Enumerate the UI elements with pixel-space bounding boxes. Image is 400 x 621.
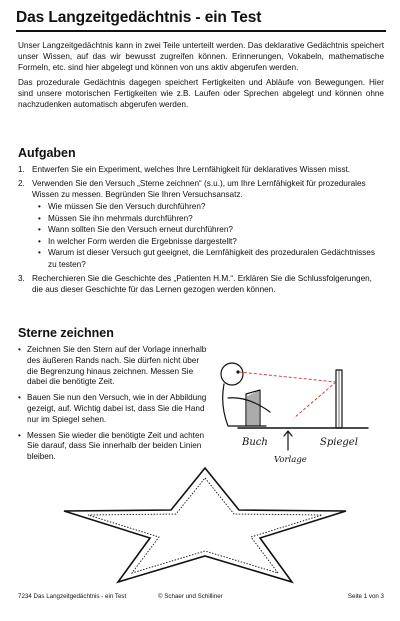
page-title: Das Langzeitgedächtnis - ein Test	[16, 9, 262, 26]
question-item: • Müssen Sie ihn mehrmals durchführen?	[32, 213, 384, 225]
question-item: • Wann sollten Sie den Versuch erneut durchführen?	[32, 224, 384, 236]
sightline-to-mirror	[239, 372, 336, 382]
person-eye	[237, 371, 239, 373]
instruction-item: • Messen Sie wieder die benötigte Zeit und achten Sie darauf, dass Sie innerhalb der beiden Linien bleiben.	[18, 431, 210, 463]
intro-paragraph-2: Das prozedurale Gedächtnis dagegen speichert Fertigkeiten und Abläufe von Bewegungen. Hier sind unsere motorischen Fertigkeiten wie z.B. Laufen oder Sprechen abgelegt und können ohne nachzudenken automatisch abgerufen werden.	[18, 78, 384, 109]
vorlage-arrow	[284, 431, 292, 450]
footer-copyright: © Schaer und Schilliner	[158, 593, 223, 600]
task-text: Verwenden Sie den Versuch „Sterne zeichnen“ (s.u.), um Ihre Lernfähigkeit für prozedurales Wissen zu messen. Begründen Sie Ihren Versuchsansatz.	[32, 179, 366, 199]
task-item-1	[18, 164, 384, 175]
task-number: 3.	[18, 274, 25, 283]
task-number: 1.	[18, 165, 25, 174]
task-list	[18, 164, 384, 298]
question-item: • Warum ist dieser Versuch gut geeignet, die Lernfähigkeit des prozeduralen Gedächtnisses zu testen?	[32, 247, 384, 270]
task-item-2	[18, 178, 384, 270]
instruction-item: • Bauen Sie nun den Versuch, wie in der Abbildung gezeigt, auf. Wichtig dabei ist, dass Sie die Hand nur im Spiegel sehen.	[18, 393, 210, 425]
sightline-to-template	[294, 382, 336, 418]
instruction-item: • Zeichnen Sie den Stern auf der Vorlage innerhalb des äußeren Rands nach. Sie dürfen nicht über die Begrenzung hinaus zeichnen. Messen Sie dabei die benötigte Zeit.	[18, 345, 210, 388]
label-buch: Buch	[242, 437, 268, 448]
person-arm	[228, 398, 270, 412]
footer-page-number: Seite 1 von 3	[347, 593, 384, 600]
star-outer-outline	[64, 468, 346, 582]
task-text: Entwerfen Sie ein Experiment, welches Ihre Lernfähigkeit für deklaratives Wissen misst.	[32, 165, 351, 174]
experiment-illustration	[218, 350, 388, 465]
question-item: • Wie müssen Sie den Versuch durchführen?	[32, 201, 384, 213]
footer-left: 7234 Das Langzeitgedächtnis - ein Test	[18, 593, 127, 600]
instruction-list	[18, 345, 210, 468]
label-vorlage: Vorlage	[274, 455, 307, 465]
label-spiegel: Spiegel	[320, 437, 358, 448]
title-rule	[16, 30, 386, 32]
heading-aufgaben: Aufgaben	[18, 146, 76, 160]
task-number: 2.	[18, 179, 25, 188]
intro-paragraph-1: Unser Langzeitgedächtnis kann in zwei Teile unterteilt werden. Das deklarative Gedächtnis speichert unser Wissen, auf das wir bewusst zugreifen können. Erinnerungen, Vokabeln, mathematische Formeln, etc. sind hier abgelegt und können von uns aktiv abgerufen werden.	[18, 41, 384, 72]
task-text: Recherchieren Sie die Geschichte des „Patienten H.M.“. Erklären Sie die Schlussfolgerungen, die aus dieser Geschichte für das Lernen gezogen werden können.	[32, 274, 372, 294]
person-head	[221, 363, 243, 385]
question-item: • In welcher Form werden die Ergebnisse dargestellt?	[32, 236, 384, 248]
task-item-3	[18, 273, 384, 295]
intro-text	[18, 40, 384, 114]
star-inner-outline	[88, 478, 322, 573]
heading-sterne-zeichnen: Sterne zeichnen	[18, 326, 114, 340]
task-2-questions	[32, 201, 384, 270]
star-template	[60, 466, 350, 584]
